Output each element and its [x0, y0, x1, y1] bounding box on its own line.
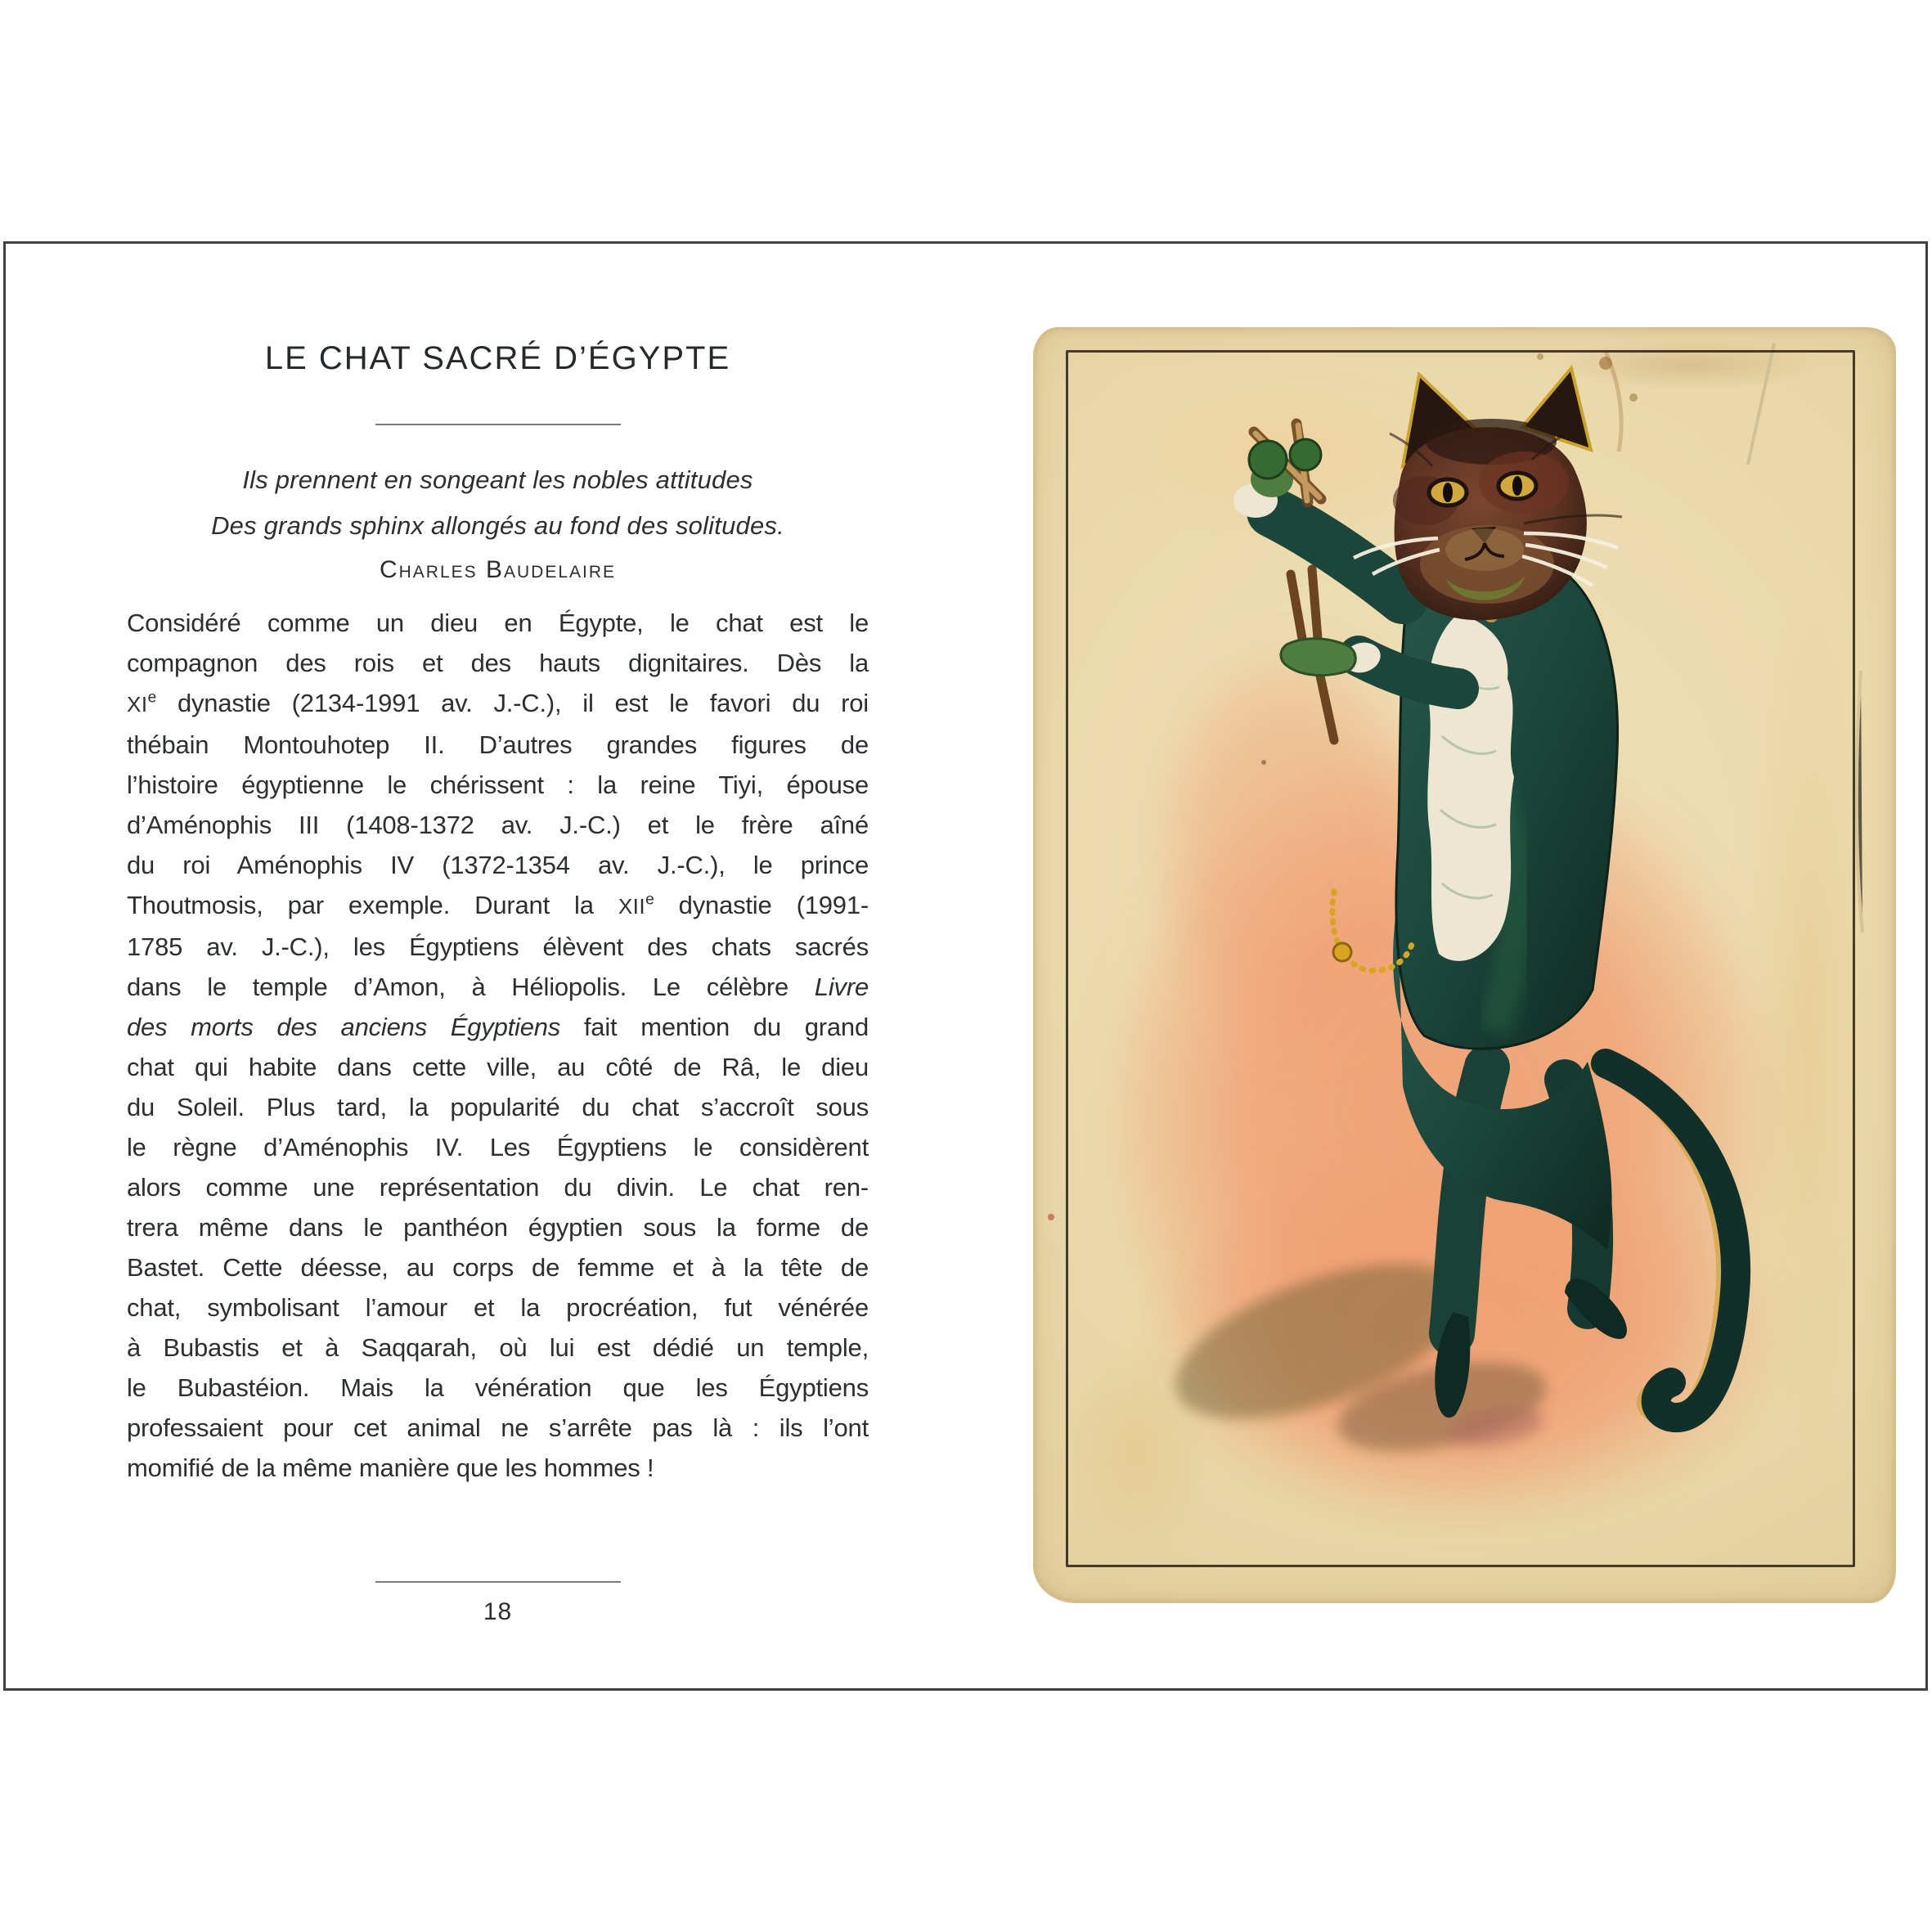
body-line: à Bubastis et à Saqqarah, où lui est dédié un temple, — [127, 1333, 869, 1362]
body-line: le règne d’Aménophis IV. Les Égyptiens le considèrent — [127, 1133, 869, 1161]
postcard-cat-artwork — [1033, 327, 1896, 1603]
body-line: trera même dans le panthéon égyptien sous la forme de — [127, 1213, 869, 1242]
body-line: Thoutmosis, par exemple. Durant la XIIe dynastie (1991- — [127, 891, 869, 919]
body-line: 1785 av. J.-C.), les Égyptiens élèvent des chats sacrés — [127, 932, 869, 961]
title-divider — [375, 424, 621, 425]
quote-line: Des grands sphinx allongés au fond des solitudes. — [211, 511, 784, 540]
body-line: compagnon des rois et des hauts dignitaires. Dès la — [127, 649, 869, 677]
body-line: XIe dynastie (2134-1991 av. J.-C.), il est le favori du roi — [127, 689, 869, 717]
body-line: momifié de la même manière que les hommes ! — [127, 1453, 654, 1482]
body-line: du roi Aménophis IV (1372-1354 av. J.-C.), le prince — [127, 851, 869, 879]
body-line: le Bubastéion. Mais la vénération que les Égyptiens — [127, 1373, 869, 1402]
page-number: 18 — [483, 1598, 513, 1625]
body-line: thébain Montouhotep II. D’autres grandes figures de — [127, 730, 869, 759]
postcard-illustration — [1033, 327, 1896, 1603]
body-line: du Soleil. Plus tard, la popularité du chat s’accroît sous — [127, 1093, 869, 1121]
body-line: l’histoire égyptienne le chérissent : la reine Tiyi, épouse — [127, 771, 869, 799]
body-line: Bastet. Cette déesse, au corps de femme et à la tête de — [127, 1253, 869, 1282]
footer-divider — [375, 1581, 621, 1583]
body-line: professaient pour cet animal ne s’arrête pas là : ils l’ont — [127, 1413, 869, 1442]
quote-line: Ils prennent en songeant les nobles attitudes — [242, 465, 753, 494]
body-line: dans le temple d’Amon, à Héliopolis. Le célèbre Livre — [127, 973, 869, 1001]
body-line: chat, symbolisant l’amour et la procréation, fut vénérée — [127, 1293, 869, 1322]
body-line: alors comme une représentation du divin. Le chat ren- — [127, 1173, 869, 1202]
body-line: Considéré comme un dieu en Égypte, le chat est le — [127, 609, 869, 637]
body-line: des morts des anciens Égyptiens fait mention du grand — [127, 1013, 869, 1041]
epigraph-quote — [127, 457, 869, 549]
body-line: chat qui habite dans cette ville, au côté de Râ, le dieu — [127, 1053, 869, 1081]
text-column — [127, 241, 869, 1629]
body-line: d’Aménophis III (1408-1372 av. J.-C.) et le frère aîné — [127, 811, 869, 839]
body-text — [127, 603, 869, 1488]
epigraph-attribution: Charles Baudelaire — [379, 556, 617, 583]
chapter-title: LE CHAT SACRÉ D’ÉGYPTE — [264, 340, 731, 376]
